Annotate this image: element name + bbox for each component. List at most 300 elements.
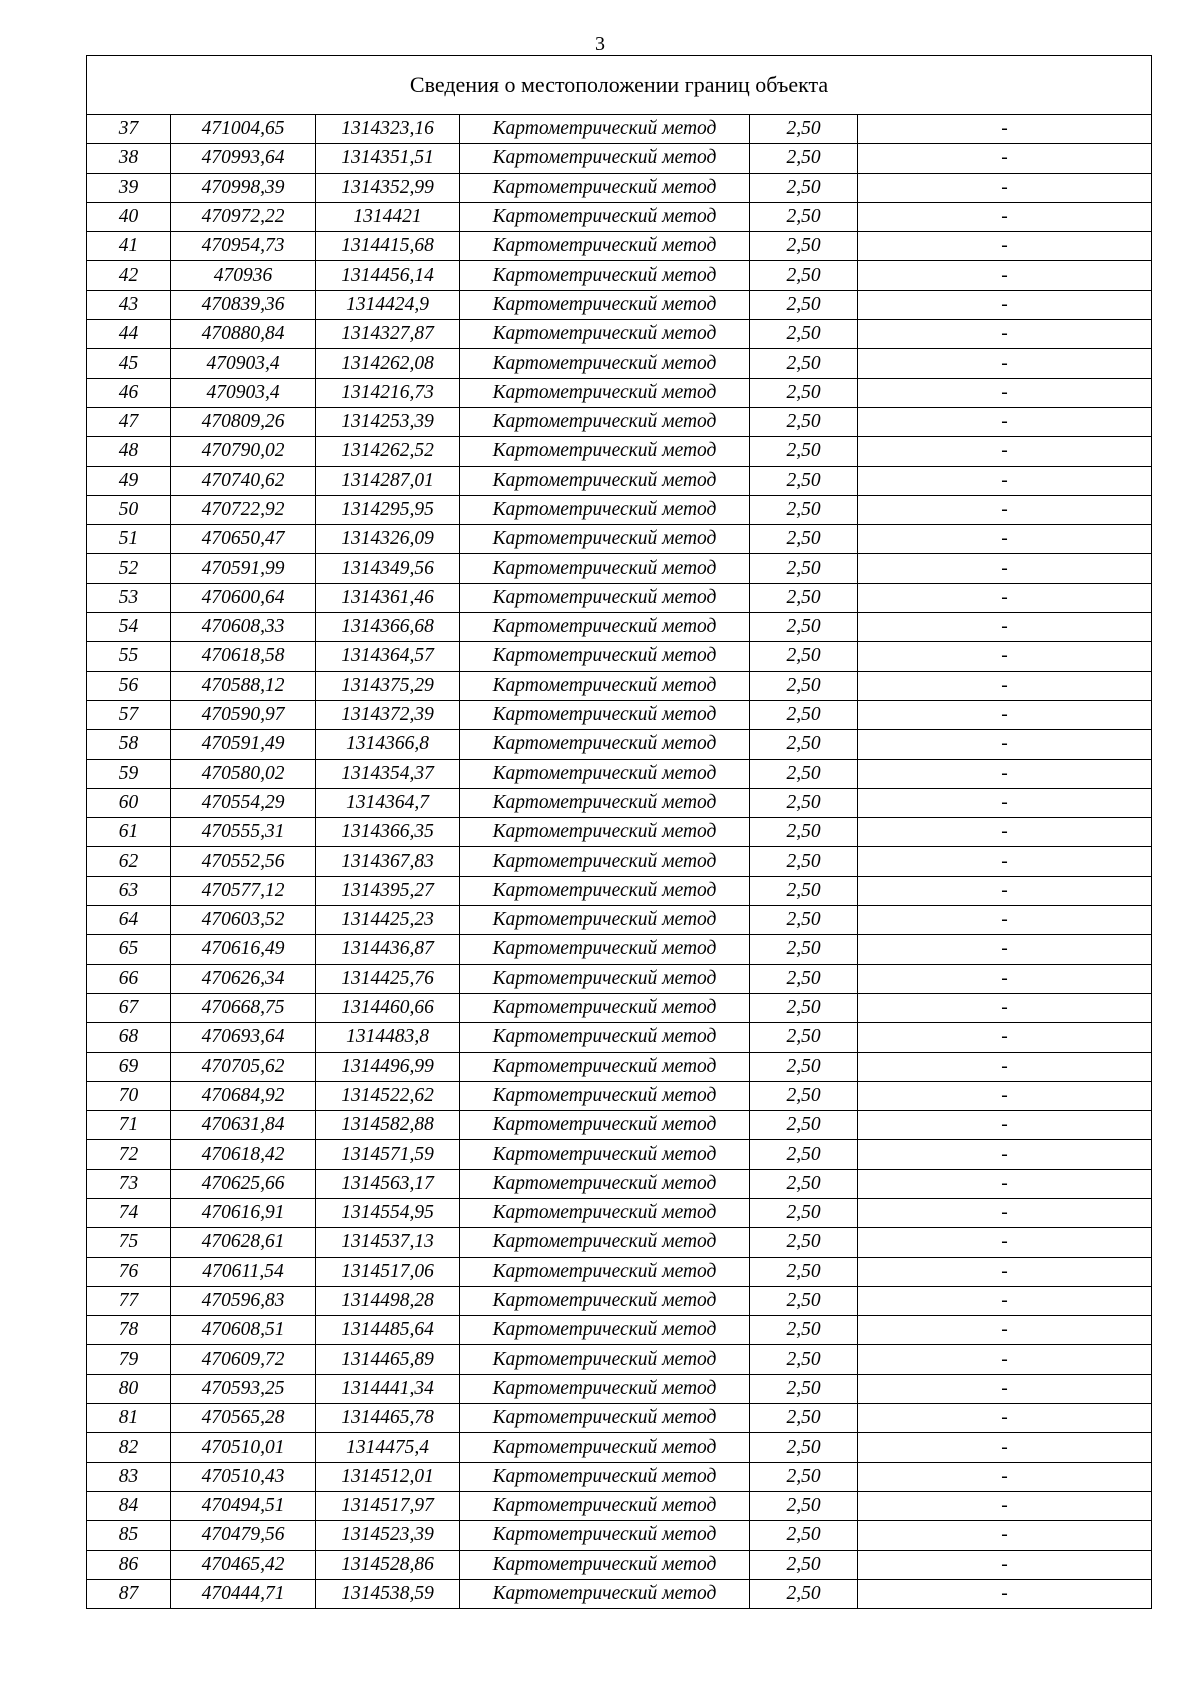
point-number-cell: 87 <box>87 1579 171 1608</box>
point-number-cell: 77 <box>87 1286 171 1315</box>
accuracy-cell: 2,50 <box>750 613 858 642</box>
x-coordinate-cell: 470998,39 <box>171 173 316 202</box>
description-cell: - <box>858 1140 1152 1169</box>
method-cell: Картометрический метод <box>460 290 750 319</box>
method-cell: Картометрический метод <box>460 671 750 700</box>
description-cell: - <box>858 1023 1152 1052</box>
description-cell: - <box>858 1081 1152 1110</box>
description-cell: - <box>858 115 1152 144</box>
x-coordinate-cell: 470608,51 <box>171 1316 316 1345</box>
table-row <box>87 1462 1152 1491</box>
y-coordinate-cell: 1314421 <box>316 202 460 231</box>
y-coordinate-cell: 1314287,01 <box>316 466 460 495</box>
point-number-cell: 64 <box>87 906 171 935</box>
accuracy-cell: 2,50 <box>750 1257 858 1286</box>
method-cell: Картометрический метод <box>460 202 750 231</box>
y-coordinate-cell: 1314354,37 <box>316 759 460 788</box>
point-number-cell: 79 <box>87 1345 171 1374</box>
method-cell: Картометрический метод <box>460 583 750 612</box>
accuracy-cell: 2,50 <box>750 993 858 1022</box>
accuracy-cell: 2,50 <box>750 554 858 583</box>
point-number-cell: 65 <box>87 935 171 964</box>
table-row <box>87 437 1152 466</box>
table-row <box>87 554 1152 583</box>
description-cell: - <box>858 1052 1152 1081</box>
description-cell: - <box>858 700 1152 729</box>
table-row <box>87 1286 1152 1315</box>
y-coordinate-cell: 1314528,86 <box>316 1550 460 1579</box>
x-coordinate-cell: 470705,62 <box>171 1052 316 1081</box>
y-coordinate-cell: 1314253,39 <box>316 407 460 436</box>
method-cell: Картометрический метод <box>460 1579 750 1608</box>
table-row <box>87 495 1152 524</box>
x-coordinate-cell: 470809,26 <box>171 407 316 436</box>
point-number-cell: 50 <box>87 495 171 524</box>
method-cell: Картометрический метод <box>460 1140 750 1169</box>
method-cell: Картометрический метод <box>460 1374 750 1403</box>
description-cell: - <box>858 320 1152 349</box>
table-row <box>87 876 1152 905</box>
method-cell: Картометрический метод <box>460 964 750 993</box>
method-cell: Картометрический метод <box>460 261 750 290</box>
description-cell: - <box>858 642 1152 671</box>
table-row <box>87 290 1152 319</box>
method-cell: Картометрический метод <box>460 232 750 261</box>
description-cell: - <box>858 1169 1152 1198</box>
description-cell: - <box>858 759 1152 788</box>
point-number-cell: 47 <box>87 407 171 436</box>
x-coordinate-cell: 470880,84 <box>171 320 316 349</box>
description-cell: - <box>858 407 1152 436</box>
y-coordinate-cell: 1314366,8 <box>316 730 460 759</box>
y-coordinate-cell: 1314366,35 <box>316 818 460 847</box>
y-coordinate-cell: 1314571,59 <box>316 1140 460 1169</box>
table-row <box>87 613 1152 642</box>
accuracy-cell: 2,50 <box>750 1521 858 1550</box>
description-cell: - <box>858 173 1152 202</box>
y-coordinate-cell: 1314554,95 <box>316 1198 460 1227</box>
method-cell: Картометрический метод <box>460 525 750 554</box>
method-cell: Картометрический метод <box>460 906 750 935</box>
description-cell: - <box>858 261 1152 290</box>
description-cell: - <box>858 290 1152 319</box>
description-cell: - <box>858 525 1152 554</box>
table-row <box>87 1052 1152 1081</box>
x-coordinate-cell: 470510,43 <box>171 1462 316 1491</box>
table-row <box>87 1228 1152 1257</box>
x-coordinate-cell: 470790,02 <box>171 437 316 466</box>
description-cell: - <box>858 1228 1152 1257</box>
accuracy-cell: 2,50 <box>750 1023 858 1052</box>
description-cell: - <box>858 1257 1152 1286</box>
accuracy-cell: 2,50 <box>750 378 858 407</box>
table-row <box>87 671 1152 700</box>
table-row <box>87 1404 1152 1433</box>
table-row <box>87 906 1152 935</box>
y-coordinate-cell: 1314441,34 <box>316 1374 460 1403</box>
table-row <box>87 1521 1152 1550</box>
table-row <box>87 1169 1152 1198</box>
accuracy-cell: 2,50 <box>750 730 858 759</box>
y-coordinate-cell: 1314351,51 <box>316 144 460 173</box>
y-coordinate-cell: 1314483,8 <box>316 1023 460 1052</box>
table-row <box>87 115 1152 144</box>
accuracy-cell: 2,50 <box>750 466 858 495</box>
table-row <box>87 1345 1152 1374</box>
method-cell: Картометрический метод <box>460 730 750 759</box>
point-number-cell: 44 <box>87 320 171 349</box>
y-coordinate-cell: 1314361,46 <box>316 583 460 612</box>
y-coordinate-cell: 1314375,29 <box>316 671 460 700</box>
point-number-cell: 70 <box>87 1081 171 1110</box>
table-row <box>87 202 1152 231</box>
description-cell: - <box>858 437 1152 466</box>
point-number-cell: 54 <box>87 613 171 642</box>
method-cell: Картометрический метод <box>460 495 750 524</box>
description-cell: - <box>858 876 1152 905</box>
point-number-cell: 86 <box>87 1550 171 1579</box>
x-coordinate-cell: 470903,4 <box>171 378 316 407</box>
description-cell: - <box>858 349 1152 378</box>
x-coordinate-cell: 470693,64 <box>171 1023 316 1052</box>
accuracy-cell: 2,50 <box>750 1228 858 1257</box>
table-row <box>87 847 1152 876</box>
point-number-cell: 75 <box>87 1228 171 1257</box>
point-number-cell: 62 <box>87 847 171 876</box>
accuracy-cell: 2,50 <box>750 759 858 788</box>
method-cell: Картометрический метод <box>460 876 750 905</box>
y-coordinate-cell: 1314424,9 <box>316 290 460 319</box>
accuracy-cell: 2,50 <box>750 1550 858 1579</box>
table-row <box>87 1023 1152 1052</box>
point-number-cell: 68 <box>87 1023 171 1052</box>
point-number-cell: 76 <box>87 1257 171 1286</box>
description-cell: - <box>858 554 1152 583</box>
method-cell: Картометрический метод <box>460 115 750 144</box>
point-number-cell: 56 <box>87 671 171 700</box>
y-coordinate-cell: 1314465,89 <box>316 1345 460 1374</box>
accuracy-cell: 2,50 <box>750 320 858 349</box>
y-coordinate-cell: 1314436,87 <box>316 935 460 964</box>
x-coordinate-cell: 470593,25 <box>171 1374 316 1403</box>
method-cell: Картометрический метод <box>460 1404 750 1433</box>
table-row <box>87 173 1152 202</box>
description-cell: - <box>858 1286 1152 1315</box>
point-number-cell: 80 <box>87 1374 171 1403</box>
x-coordinate-cell: 470611,54 <box>171 1257 316 1286</box>
method-cell: Картометрический метод <box>460 466 750 495</box>
method-cell: Картометрический метод <box>460 1491 750 1520</box>
table-row <box>87 232 1152 261</box>
x-coordinate-cell: 470631,84 <box>171 1111 316 1140</box>
method-cell: Картометрический метод <box>460 993 750 1022</box>
accuracy-cell: 2,50 <box>750 232 858 261</box>
y-coordinate-cell: 1314395,27 <box>316 876 460 905</box>
description-cell: - <box>858 1433 1152 1462</box>
point-number-cell: 78 <box>87 1316 171 1345</box>
description-cell: - <box>858 1491 1152 1520</box>
x-coordinate-cell: 470628,61 <box>171 1228 316 1257</box>
description-cell: - <box>858 613 1152 642</box>
x-coordinate-cell: 470590,97 <box>171 700 316 729</box>
table-row <box>87 730 1152 759</box>
y-coordinate-cell: 1314262,08 <box>316 349 460 378</box>
accuracy-cell: 2,50 <box>750 583 858 612</box>
x-coordinate-cell: 470479,56 <box>171 1521 316 1550</box>
method-cell: Картометрический метод <box>460 788 750 817</box>
table-body <box>87 115 1152 1609</box>
x-coordinate-cell: 470444,71 <box>171 1579 316 1608</box>
table-row <box>87 935 1152 964</box>
method-cell: Картометрический метод <box>460 378 750 407</box>
table-row <box>87 1579 1152 1608</box>
table-row <box>87 144 1152 173</box>
point-number-cell: 73 <box>87 1169 171 1198</box>
x-coordinate-cell: 470494,51 <box>171 1491 316 1520</box>
table-row <box>87 1198 1152 1227</box>
x-coordinate-cell: 470972,22 <box>171 202 316 231</box>
method-cell: Картометрический метод <box>460 1023 750 1052</box>
method-cell: Картометрический метод <box>460 1521 750 1550</box>
point-number-cell: 58 <box>87 730 171 759</box>
method-cell: Картометрический метод <box>460 349 750 378</box>
y-coordinate-cell: 1314372,39 <box>316 700 460 729</box>
y-coordinate-cell: 1314327,87 <box>316 320 460 349</box>
accuracy-cell: 2,50 <box>750 1404 858 1433</box>
y-coordinate-cell: 1314364,57 <box>316 642 460 671</box>
description-cell: - <box>858 935 1152 964</box>
point-number-cell: 61 <box>87 818 171 847</box>
point-number-cell: 66 <box>87 964 171 993</box>
accuracy-cell: 2,50 <box>750 935 858 964</box>
x-coordinate-cell: 470903,4 <box>171 349 316 378</box>
description-cell: - <box>858 466 1152 495</box>
table-row <box>87 407 1152 436</box>
accuracy-cell: 2,50 <box>750 437 858 466</box>
accuracy-cell: 2,50 <box>750 202 858 231</box>
accuracy-cell: 2,50 <box>750 1198 858 1227</box>
accuracy-cell: 2,50 <box>750 906 858 935</box>
accuracy-cell: 2,50 <box>750 1286 858 1315</box>
point-number-cell: 63 <box>87 876 171 905</box>
description-cell: - <box>858 1462 1152 1491</box>
accuracy-cell: 2,50 <box>750 115 858 144</box>
table-row <box>87 1550 1152 1579</box>
method-cell: Картометрический метод <box>460 935 750 964</box>
accuracy-cell: 2,50 <box>750 290 858 319</box>
y-coordinate-cell: 1314563,17 <box>316 1169 460 1198</box>
point-number-cell: 42 <box>87 261 171 290</box>
method-cell: Картометрический метод <box>460 1345 750 1374</box>
description-cell: - <box>858 1345 1152 1374</box>
accuracy-cell: 2,50 <box>750 1052 858 1081</box>
table-row <box>87 818 1152 847</box>
method-cell: Картометрический метод <box>460 1550 750 1579</box>
point-number-cell: 40 <box>87 202 171 231</box>
method-cell: Картометрический метод <box>460 759 750 788</box>
x-coordinate-cell: 470609,72 <box>171 1345 316 1374</box>
accuracy-cell: 2,50 <box>750 495 858 524</box>
y-coordinate-cell: 1314537,13 <box>316 1228 460 1257</box>
accuracy-cell: 2,50 <box>750 1374 858 1403</box>
x-coordinate-cell: 470591,99 <box>171 554 316 583</box>
table-row <box>87 1140 1152 1169</box>
point-number-cell: 83 <box>87 1462 171 1491</box>
point-number-cell: 45 <box>87 349 171 378</box>
description-cell: - <box>858 671 1152 700</box>
table-row <box>87 964 1152 993</box>
point-number-cell: 84 <box>87 1491 171 1520</box>
point-number-cell: 67 <box>87 993 171 1022</box>
table-header-row <box>87 56 1152 115</box>
method-cell: Картометрический метод <box>460 407 750 436</box>
method-cell: Картометрический метод <box>460 847 750 876</box>
method-cell: Картометрический метод <box>460 1316 750 1345</box>
table-row <box>87 700 1152 729</box>
method-cell: Картометрический метод <box>460 1081 750 1110</box>
x-coordinate-cell: 470580,02 <box>171 759 316 788</box>
accuracy-cell: 2,50 <box>750 1433 858 1462</box>
x-coordinate-cell: 470591,49 <box>171 730 316 759</box>
method-cell: Картометрический метод <box>460 144 750 173</box>
description-cell: - <box>858 906 1152 935</box>
y-coordinate-cell: 1314522,62 <box>316 1081 460 1110</box>
description-cell: - <box>858 964 1152 993</box>
description-cell: - <box>858 847 1152 876</box>
accuracy-cell: 2,50 <box>750 1111 858 1140</box>
x-coordinate-cell: 470993,64 <box>171 144 316 173</box>
y-coordinate-cell: 1314323,16 <box>316 115 460 144</box>
accuracy-cell: 2,50 <box>750 1462 858 1491</box>
point-number-cell: 52 <box>87 554 171 583</box>
description-cell: - <box>858 1316 1152 1345</box>
y-coordinate-cell: 1314366,68 <box>316 613 460 642</box>
method-cell: Картометрический метод <box>460 700 750 729</box>
table-row <box>87 320 1152 349</box>
method-cell: Картометрический метод <box>460 642 750 671</box>
x-coordinate-cell: 470465,42 <box>171 1550 316 1579</box>
page-number: 3 <box>595 33 605 55</box>
y-coordinate-cell: 1314415,68 <box>316 232 460 261</box>
x-coordinate-cell: 470626,34 <box>171 964 316 993</box>
method-cell: Картометрический метод <box>460 437 750 466</box>
x-coordinate-cell: 470954,73 <box>171 232 316 261</box>
method-cell: Картометрический метод <box>460 1228 750 1257</box>
table-title: Сведения о местоположении границ объекта <box>87 56 1152 115</box>
point-number-cell: 43 <box>87 290 171 319</box>
x-coordinate-cell: 470600,64 <box>171 583 316 612</box>
method-cell: Картометрический метод <box>460 173 750 202</box>
x-coordinate-cell: 470616,49 <box>171 935 316 964</box>
x-coordinate-cell: 470668,75 <box>171 993 316 1022</box>
method-cell: Картометрический метод <box>460 320 750 349</box>
description-cell: - <box>858 788 1152 817</box>
description-cell: - <box>858 583 1152 612</box>
table-row <box>87 1316 1152 1345</box>
point-number-cell: 72 <box>87 1140 171 1169</box>
y-coordinate-cell: 1314425,76 <box>316 964 460 993</box>
accuracy-cell: 2,50 <box>750 818 858 847</box>
description-cell: - <box>858 1198 1152 1227</box>
table-row <box>87 525 1152 554</box>
x-coordinate-cell: 470616,91 <box>171 1198 316 1227</box>
table-row <box>87 993 1152 1022</box>
description-cell: - <box>858 144 1152 173</box>
description-cell: - <box>858 1111 1152 1140</box>
y-coordinate-cell: 1314460,66 <box>316 993 460 1022</box>
point-number-cell: 59 <box>87 759 171 788</box>
x-coordinate-cell: 470740,62 <box>171 466 316 495</box>
table-row <box>87 583 1152 612</box>
x-coordinate-cell: 470554,29 <box>171 788 316 817</box>
table-row <box>87 349 1152 378</box>
description-cell: - <box>858 818 1152 847</box>
x-coordinate-cell: 470552,56 <box>171 847 316 876</box>
accuracy-cell: 2,50 <box>750 261 858 290</box>
method-cell: Картометрический метод <box>460 1286 750 1315</box>
table-row <box>87 1491 1152 1520</box>
y-coordinate-cell: 1314517,97 <box>316 1491 460 1520</box>
accuracy-cell: 2,50 <box>750 349 858 378</box>
accuracy-cell: 2,50 <box>750 1491 858 1520</box>
point-number-cell: 60 <box>87 788 171 817</box>
method-cell: Картометрический метод <box>460 1433 750 1462</box>
table-row <box>87 759 1152 788</box>
method-cell: Картометрический метод <box>460 1052 750 1081</box>
x-coordinate-cell: 470936 <box>171 261 316 290</box>
accuracy-cell: 2,50 <box>750 1169 858 1198</box>
description-cell: - <box>858 495 1152 524</box>
x-coordinate-cell: 470596,83 <box>171 1286 316 1315</box>
description-cell: - <box>858 1550 1152 1579</box>
x-coordinate-cell: 470603,52 <box>171 906 316 935</box>
accuracy-cell: 2,50 <box>750 964 858 993</box>
accuracy-cell: 2,50 <box>750 700 858 729</box>
accuracy-cell: 2,50 <box>750 1579 858 1608</box>
table-row <box>87 788 1152 817</box>
y-coordinate-cell: 1314582,88 <box>316 1111 460 1140</box>
y-coordinate-cell: 1314326,09 <box>316 525 460 554</box>
table-row <box>87 1257 1152 1286</box>
point-number-cell: 74 <box>87 1198 171 1227</box>
y-coordinate-cell: 1314456,14 <box>316 261 460 290</box>
boundary-table <box>86 55 1152 1609</box>
y-coordinate-cell: 1314517,06 <box>316 1257 460 1286</box>
y-coordinate-cell: 1314475,4 <box>316 1433 460 1462</box>
accuracy-cell: 2,50 <box>750 407 858 436</box>
x-coordinate-cell: 470625,66 <box>171 1169 316 1198</box>
method-cell: Картометрический метод <box>460 554 750 583</box>
accuracy-cell: 2,50 <box>750 671 858 700</box>
y-coordinate-cell: 1314496,99 <box>316 1052 460 1081</box>
table-row <box>87 1433 1152 1462</box>
point-number-cell: 55 <box>87 642 171 671</box>
method-cell: Картометрический метод <box>460 613 750 642</box>
x-coordinate-cell: 470565,28 <box>171 1404 316 1433</box>
point-number-cell: 41 <box>87 232 171 261</box>
method-cell: Картометрический метод <box>460 1111 750 1140</box>
description-cell: - <box>858 993 1152 1022</box>
method-cell: Картометрический метод <box>460 1198 750 1227</box>
point-number-cell: 39 <box>87 173 171 202</box>
point-number-cell: 71 <box>87 1111 171 1140</box>
y-coordinate-cell: 1314216,73 <box>316 378 460 407</box>
point-number-cell: 51 <box>87 525 171 554</box>
y-coordinate-cell: 1314498,28 <box>316 1286 460 1315</box>
accuracy-cell: 2,50 <box>750 642 858 671</box>
point-number-cell: 46 <box>87 378 171 407</box>
y-coordinate-cell: 1314367,83 <box>316 847 460 876</box>
